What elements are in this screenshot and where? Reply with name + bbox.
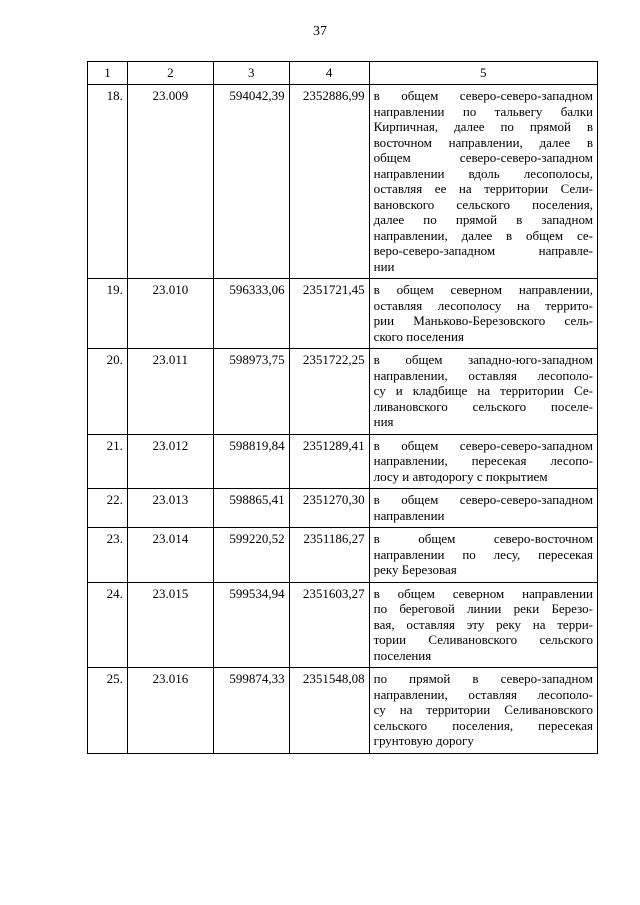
row-number: 23. (88, 528, 128, 583)
row-number: 20. (88, 349, 128, 435)
boundary-description (369, 85, 597, 279)
description-line: реку Березовая (373, 562, 457, 577)
row-number: 24. (88, 582, 128, 668)
description-line: направлении (373, 507, 445, 523)
boundary-description (369, 528, 597, 583)
coordinate-x: 598865,41 (213, 489, 289, 528)
coordinate-y: 2351289,41 (289, 434, 369, 489)
boundary-description (369, 349, 597, 435)
boundary-table (87, 61, 598, 754)
header-col-2: 2 (127, 62, 213, 85)
description-line: направлении по лесу, пересекая (373, 546, 593, 562)
page-number: 37 (313, 24, 327, 39)
point-code: 23.016 (127, 668, 213, 754)
description-line: рии Маньково-Березовского сель- (373, 313, 593, 328)
boundary-description (369, 489, 597, 528)
boundary-description (369, 582, 597, 668)
point-code: 23.013 (127, 489, 213, 528)
description-line: су и кладбище на территории Се- (373, 383, 593, 398)
row-number: 19. (88, 279, 128, 349)
coordinate-y: 2351603,27 (289, 582, 369, 668)
coordinate-y: 2352886,99 (289, 85, 369, 279)
row-number: 25. (88, 668, 128, 754)
table-row (88, 528, 598, 583)
boundary-description (369, 279, 597, 349)
description-line: далее по прямой в западном (373, 212, 593, 227)
description-line: восточном направлении, далее в (373, 134, 593, 150)
table-row (88, 349, 598, 435)
header-col-4: 4 (289, 62, 369, 85)
point-code: 23.010 (127, 279, 213, 349)
description-line: в общем северном направлении (373, 585, 593, 601)
description-line: оставляя лесополосу на террито- (373, 297, 593, 313)
coordinate-x: 599220,52 (213, 528, 289, 583)
header-row (88, 62, 598, 85)
description-line: нии (373, 258, 395, 274)
table-row (88, 582, 598, 668)
description-line: направлении по тальвегу балки (373, 103, 593, 119)
description-line: ского поселения (373, 328, 464, 344)
description-line: направлении вдоль лесополосы, (373, 165, 593, 181)
description-line: в общем западно-юго-западном (373, 352, 593, 367)
table-row (88, 85, 598, 279)
description-line: оставляя ее на территории Сели- (373, 181, 593, 196)
header-col-5: 5 (369, 62, 597, 85)
description-line: в общем северо-северо-западном (373, 492, 593, 507)
description-line: в общем северо-восточном (373, 531, 593, 546)
description-line: направлении, далее в общем се- (373, 227, 593, 243)
description-line: по береговой линии реки Березо- (373, 601, 593, 616)
coordinate-y: 2351721,45 (289, 279, 369, 349)
header-col-3: 3 (213, 62, 289, 85)
coordinate-x: 598819,84 (213, 434, 289, 489)
description-line: общем северо-северо-западном (373, 150, 593, 165)
description-line: Кирпичная, далее по прямой в (373, 119, 593, 134)
description-line: направлении, оставляя лесополо- (373, 686, 593, 702)
table-row (88, 668, 598, 754)
coordinate-y: 2351722,25 (289, 349, 369, 435)
coordinate-y: 2351186,27 (289, 528, 369, 583)
table-row (88, 434, 598, 489)
point-code: 23.009 (127, 85, 213, 279)
coordinate-x: 598973,75 (213, 349, 289, 435)
description-line: ливановского сельского поселе- (373, 398, 593, 414)
description-line: направлении, пересекая лесопо- (373, 453, 593, 468)
point-code: 23.015 (127, 582, 213, 668)
point-code: 23.014 (127, 528, 213, 583)
description-line: веро-северо-западном направле- (373, 243, 593, 258)
description-line: лосу и автодорогу с покрытием (373, 468, 548, 484)
boundary-description (369, 668, 597, 754)
row-number: 21. (88, 434, 128, 489)
coordinate-x: 599874,33 (213, 668, 289, 754)
table-row (88, 279, 598, 349)
description-line: сельского поселения, пересекая (373, 717, 593, 733)
point-code: 23.012 (127, 434, 213, 489)
description-line: поселения (373, 647, 432, 663)
coordinate-x: 594042,39 (213, 85, 289, 279)
description-line: в общем северо-северо-западном (373, 88, 593, 103)
coordinate-y: 2351270,30 (289, 489, 369, 528)
description-line: грунтовую дорогу (373, 733, 474, 748)
description-line: в общем северном направлении, (373, 282, 593, 297)
row-number: 18. (88, 85, 128, 279)
boundary-description (369, 434, 597, 489)
row-number: 22. (88, 489, 128, 528)
description-line: в общем северо-северо-западном (373, 437, 593, 453)
table-row (88, 489, 598, 528)
description-line: по прямой в северо-западном (373, 671, 593, 686)
description-line: вая, оставляя эту реку на терри- (373, 616, 593, 632)
coordinate-y: 2351548,08 (289, 668, 369, 754)
header-col-1: 1 (88, 62, 128, 85)
coordinate-x: 599534,94 (213, 582, 289, 668)
description-line: направлении, оставляя лесополо- (373, 367, 593, 383)
point-code: 23.011 (127, 349, 213, 435)
coordinate-x: 596333,06 (213, 279, 289, 349)
description-line: су на территории Селивановского (373, 702, 593, 717)
description-line: вановского сельского поселения, (373, 196, 593, 212)
description-line: тории Селивановского сельского (373, 632, 593, 647)
description-line: ния (373, 414, 394, 429)
